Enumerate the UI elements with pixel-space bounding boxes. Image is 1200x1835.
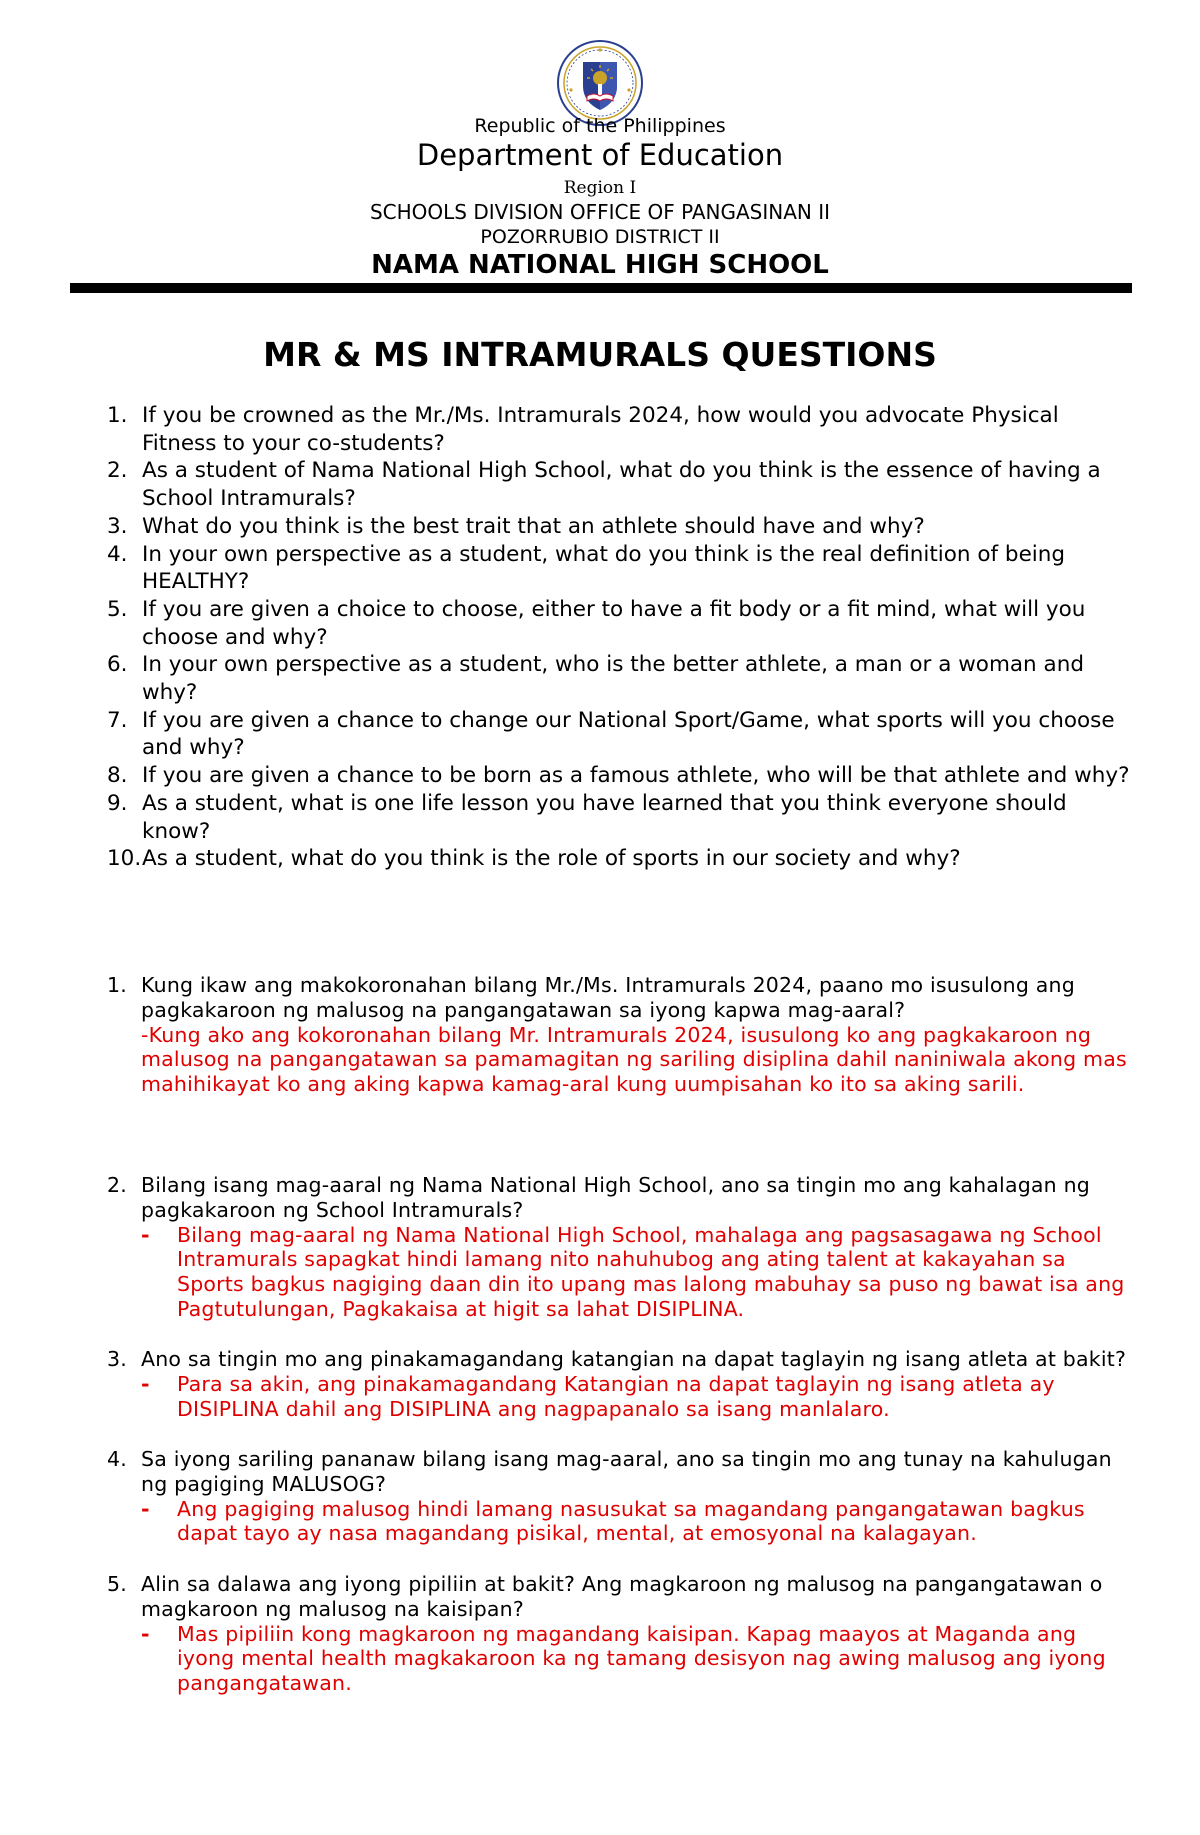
question-text: Kung ikaw ang makokoronahan bilang Mr./Ms. Intramurals 2024, paano mo isusulong ang pagkakaroon ng malusog na pangangatawan sa iyong kapwa mag-aaral?: [141, 973, 1075, 1022]
item-number: 3.: [107, 1347, 127, 1371]
question-block: [0, 1572, 1131, 1622]
list-item: [0, 790, 1132, 845]
page-title: MR & MS INTRAMURALS QUESTIONS: [263, 335, 937, 374]
division-office: SCHOOLS DIVISION OFFICE OF PANGASINAN II: [369, 200, 831, 224]
deped-seal-icon: [557, 40, 643, 126]
item-number: 5.: [107, 1572, 127, 1596]
item-number: 8.: [107, 763, 128, 789]
question-block: [0, 1347, 1131, 1372]
answer-text: Para sa akin, ang pinakamagandang Katangian na dapat taglayin ng isang atleta ay DISIPLINA dahil ang DISIPLINA ang nagpapanalo sa isang manlalaro.: [177, 1371, 1055, 1421]
question-text: If you be crowned as the Mr./Ms. Intramurals 2024, how would you advocate Physical Fitness to your co-students?: [142, 403, 1059, 456]
department-name: Department of Education: [416, 138, 784, 172]
list-item: [0, 402, 1132, 457]
list-item: [0, 513, 1132, 541]
filipino-question-1: [0, 973, 1200, 1097]
item-number: 2.: [107, 1173, 127, 1197]
question-text: Ano sa tingin mo ang pinakamagandang katangian na dapat taglayin ng isang atleta at bakit?: [141, 1347, 1127, 1371]
answer-dash: -: [141, 1371, 150, 1396]
answer-block: [0, 1497, 1132, 1547]
question-block: [0, 973, 1131, 1023]
answer-block: [0, 1622, 1132, 1696]
answer-dash: -: [141, 1621, 150, 1646]
question-text: Bilang isang mag-aaral ng Nama National High School, ano sa tingin mo ang kahalagan ng pagkakaroon ng School Intramurals?: [141, 1173, 1090, 1222]
district-label: POZORRUBIO DISTRICT II: [480, 226, 720, 248]
item-number: 3.: [107, 513, 128, 539]
item-number: 1.: [107, 973, 127, 997]
list-item: [0, 457, 1132, 512]
question-text: In your own perspective as a student, what do you think is the real definition of being HEALTHY?: [142, 541, 1066, 595]
question-text: In your own perspective as a student, who is the better athlete, a man or a woman and why?: [142, 652, 1084, 706]
filipino-question-4: [0, 1447, 1200, 1546]
answer-dash: -: [141, 1496, 150, 1521]
item-number: 1.: [107, 403, 128, 428]
english-question-list: [0, 402, 1200, 873]
item-number: 7.: [107, 707, 128, 733]
answer-text: -Kung ako ang kokoronahan bilang Mr. Intramurals 2024, isusulong ko ang pagkakaroon ng malusog na pangangatawan sa pamamagitan ng sariling disiplina dahil naniniwala akong mas mahihikayat ko ang aking kapwa kamag-aral kung uumpisahan ko ito sa aking sarili.: [141, 1022, 1127, 1097]
question-text: As a student, what is one life lesson you have learned that you think everyone should know?: [142, 790, 1067, 844]
question-text: As a student, what do you think is the role of sports in our society and why?: [142, 846, 961, 872]
item-number: 4.: [107, 1447, 127, 1471]
list-item: [0, 845, 1132, 873]
question-block: [0, 1447, 1131, 1497]
filipino-question-3: [0, 1347, 1200, 1421]
school-name: NAMA NATIONAL HIGH SCHOOL: [371, 250, 829, 280]
question-text: Alin sa dalawa ang iyong pipiliin at bakit? Ang magkaroon ng malusog na pangangatawan o magkaroon ng malusog na kaisipan?: [141, 1572, 1103, 1621]
header-divider: [70, 283, 1132, 293]
item-number: 10.: [107, 846, 142, 872]
answer-text: Mas pipiliin kong magkaroon ng magandang kaisipan. Kapag maayos at Maganda ang iyong mental health magkakaroon ka ng tamang desisyon nag awing malusog ang iyong pangangatawan.: [177, 1621, 1106, 1696]
item-number: 2.: [107, 458, 128, 484]
question-text: As a student of Nama National High School, what do you think is the essence of having a School Intramurals?: [142, 458, 1101, 512]
item-number: 5.: [107, 596, 128, 622]
answer-block: [0, 1372, 1132, 1422]
question-text: What do you think is the best trait that an athlete should have and why?: [142, 513, 925, 539]
item-number: 4.: [107, 541, 128, 567]
answer-text: Bilang mag-aaral ng Nama National High School, mahalaga ang pagsasagawa ng School Intramurals sapagkat hindi lamang nito nahuhubog ang ating talent at kakayahan sa Sports bagkus nagiging daan din ito upang mas lalong mabuhay sa puso ng bawat isa ang Pagtutulungan, Pagkakaisa at higit sa lahat DISIPLINA.: [177, 1222, 1125, 1321]
republic-label: Republic of the Philippines: [474, 115, 726, 137]
answer-text: Ang pagiging malusog hindi lamang nasusukat sa magandang pangangatawan bagkus dapat tayo ay nasa magandang pisikal, mental, at emosyonal na kalagayan.: [177, 1496, 1085, 1546]
item-number: 9.: [107, 790, 128, 816]
question-text: If you are given a choice to choose, either to have a fit body or a fit mind, what will you choose and why?: [142, 596, 1086, 650]
filipino-question-2: [0, 1173, 1200, 1322]
list-item: [0, 596, 1132, 651]
answer-dash: -: [141, 1222, 150, 1247]
answer-block: [0, 1223, 1132, 1322]
list-item: [0, 541, 1132, 596]
question-text: Sa iyong sariling pananaw bilang isang mag-aaral, ano sa tingin mo ang tunay na kahulugan ng pagiging MALUSOG?: [141, 1447, 1112, 1496]
list-item: [0, 762, 1132, 790]
region-label: Region I: [563, 178, 637, 198]
question-text: If you are given a chance to change our National Sport/Game, what sports will you choose and why?: [142, 707, 1115, 761]
question-block: [0, 1173, 1131, 1223]
question-text: If you are given a chance to be born as a famous athlete, who will be that athlete and why?: [142, 763, 1130, 789]
list-item: [0, 707, 1132, 762]
filipino-question-5: [0, 1572, 1200, 1696]
item-number: 6.: [107, 652, 128, 678]
list-item: [0, 651, 1132, 706]
